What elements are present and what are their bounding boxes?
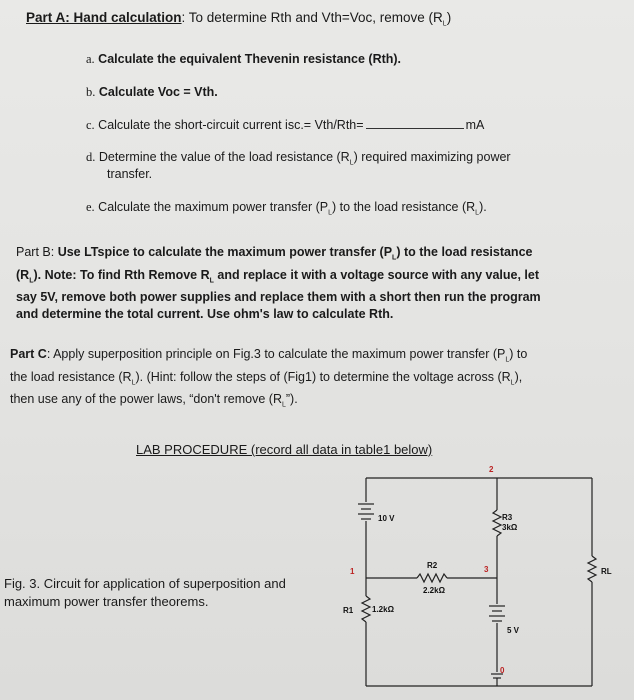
part-a-item-b: b. Calculate Voc = Vth. xyxy=(86,85,218,99)
part-a-item-a: a. Calculate the equivalent Thevenin resistance (Rth). xyxy=(86,52,402,66)
label-r2-name: R2 xyxy=(427,561,438,570)
node-1: 1 xyxy=(350,567,355,576)
resistor-rl-zigzag xyxy=(588,556,596,582)
lab-procedure-heading: LAB PROCEDURE (record all data in table1 below) xyxy=(136,442,433,457)
label-rl: RL xyxy=(601,567,612,576)
part-c-paragraph: Part C: Apply superposition principle on Fig.3 to calculate the maximum power transfer $(P_L)$ to the load resistance $(R_L)$. (Hint: follow the steps of (Fig1) to determine the voltage across $(R_L)$, then use any of the power laws, “don't remove $(R_L”)$. xyxy=(10,347,528,409)
label-r1-name: R1 xyxy=(343,606,354,615)
label-r1-value: 1.2kΩ xyxy=(372,605,394,614)
figure-caption-line-2: maximum power transfer theorems. xyxy=(4,594,209,609)
label-10v: 10 V xyxy=(378,514,395,523)
node-0: 0 xyxy=(500,666,505,675)
part-a-item-e: e. Calculate the maximum power transfer $(P_L)$ to the load resistance $(R_L)$. xyxy=(86,200,487,217)
part-a-item-d-cont: transfer. xyxy=(107,167,153,181)
label-r2-value: 2.2kΩ xyxy=(423,586,445,595)
part-a-item-c: c. Calculate the short-circuit current isc.= Vth/Rth= mA xyxy=(86,118,485,132)
part-a-heading: Part A: Hand calculation: To determine Rth and Vth=Voc, remove $(R_L)$ xyxy=(26,10,452,28)
part-a-item-d: d. Determine the value of the load resistance $(R_L)$ required maximizing power xyxy=(86,150,511,167)
label-r3-value: 3kΩ xyxy=(502,523,518,532)
node-3: 3 xyxy=(484,565,489,574)
resistor-r1-zigzag xyxy=(362,596,370,622)
label-5v: 5 V xyxy=(507,626,520,635)
resistor-r3-zigzag xyxy=(493,510,501,536)
resistor-r2-zigzag xyxy=(417,574,447,582)
label-r3-name: R3 xyxy=(502,513,513,522)
figure-caption-line-1: Fig. 3. Circuit for application of superposition and xyxy=(4,576,286,591)
part-b-paragraph: Part B: Use LTspice to calculate the maximum power transfer $(P_L)$ to the load resistance $(R_L)$. Note: To find Rth Remove $R_L$ and replace it with a voltage source with any value, let say 5V, remove both power supplies and replace them with a short then run the program and determine the total current. Use ohm's law to calculate Rth. xyxy=(16,245,541,321)
node-2: 2 xyxy=(489,465,494,474)
